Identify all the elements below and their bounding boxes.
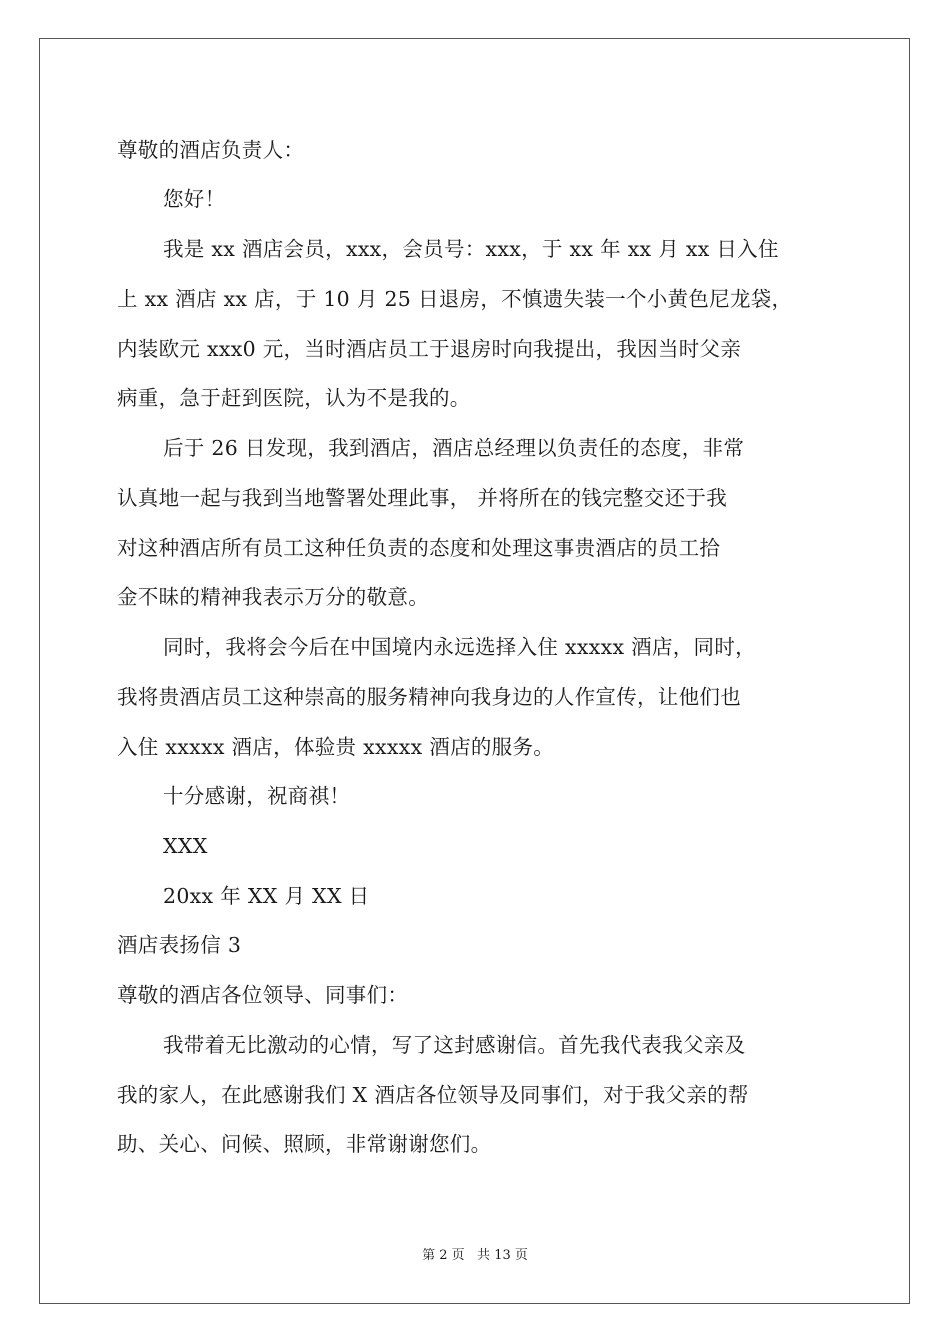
page-number-footer: 第 2 页 共 13 页	[422, 1248, 528, 1263]
letter2-title: 酒店表扬信 3	[117, 933, 242, 957]
letter1-p2-line4: 金不昧的精神我表示万分的敬意。	[117, 585, 429, 609]
letter2-p1-line3: 助、关心、问候、照顾，非常谢谢您们。	[117, 1132, 492, 1156]
letter1-date: 20xx 年 XX 月 XX 日	[163, 884, 370, 908]
page-border	[39, 38, 910, 1304]
letter1-p1-line2: 上 xx 酒店 xx 店，于 10 月 25 日退房，不慎遗失装一个小黄色尼龙袋，	[117, 287, 793, 311]
letter1-p3-line3: 入住 xxxxx 酒店，体验贵 xxxxx 酒店的服务。	[117, 735, 555, 759]
letter2-p1-line2: 我的家人，在此感谢我们 X 酒店各位领导及同事们，对于我父亲的帮	[117, 1083, 749, 1107]
letter1-p2-line3: 对这种酒店所有员工这种任负责的态度和处理这事贵酒店的员工拾	[117, 536, 721, 560]
letter1-p1-line3: 内装欧元 xxx0 元，当时酒店员工于退房时向我提出，我因当时父亲	[117, 337, 742, 361]
letter2-salutation: 尊敬的酒店各位领导、同事们：	[117, 983, 409, 1007]
letter1-p2-line1: 后于 26 日发现，我到酒店，酒店总经理以负责任的态度，非常	[163, 436, 745, 460]
letter1-greeting: 您好！	[163, 187, 226, 211]
letter1-p2-line2: 认真地一起与我到当地警署处理此事， 并将所在的钱完整交还于我	[117, 486, 728, 510]
letter1-p1-line4: 病重，急于赶到医院，认为不是我的。	[117, 386, 471, 410]
letter1-signature: XXX	[163, 834, 208, 858]
letter1-p1-line1: 我是 xx 酒店会员，xxx，会员号：xxx，于 xx 年 xx 月 xx 日入住	[163, 237, 779, 261]
letter1-closing: 十分感谢，祝商祺！	[163, 784, 351, 808]
letter1-p3-line1: 同时，我将会今后在中国境内永远选择入住 xxxxx 酒店，同时，	[163, 635, 756, 659]
letter1-p3-line2: 我将贵酒店员工这种崇高的服务精神向我身边的人作宣传，让他们也	[117, 685, 741, 709]
letter2-p1-line1: 我带着无比激动的心情，写了这封感谢信。首先我代表我父亲及	[163, 1033, 746, 1057]
letter1-salutation: 尊敬的酒店负责人：	[117, 138, 305, 162]
